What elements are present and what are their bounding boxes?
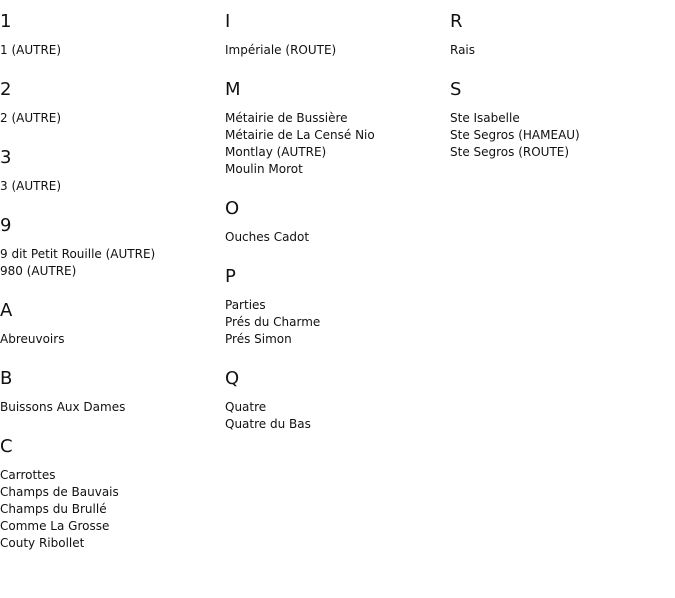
place-entry[interactable]: Buissons Aux Dames [0, 400, 126, 414]
letter-heading: S [450, 79, 462, 100]
index-column [0, 0, 220, 552]
place-entry[interactable]: Champs de Bauvais [0, 485, 119, 499]
letter-heading: A [0, 300, 13, 321]
place-entry[interactable]: Ouches Cadot [225, 230, 310, 244]
entry-list [0, 467, 220, 552]
letter-group [225, 79, 445, 178]
entry-list [450, 42, 670, 59]
place-entry[interactable]: Impériale (ROUTE) [225, 43, 337, 57]
place-entry[interactable]: Ste Isabelle [450, 111, 520, 125]
index-column [225, 0, 445, 433]
place-entry[interactable]: Rais [450, 43, 476, 57]
letter-group [0, 436, 220, 552]
place-entry[interactable]: 9 dit Petit Rouille (AUTRE) [0, 247, 156, 261]
letter-heading: P [225, 266, 236, 287]
entry-list [0, 246, 220, 280]
letter-group [450, 79, 670, 161]
entry-list [225, 110, 445, 178]
letter-heading: B [0, 368, 13, 389]
letter-heading: 3 [0, 147, 12, 168]
entry-list [0, 399, 220, 416]
place-entry[interactable]: Prés du Charme [225, 315, 321, 329]
entry-list [225, 399, 445, 433]
letter-heading: C [0, 436, 13, 457]
place-entry[interactable]: Carrottes [0, 468, 56, 482]
letter-heading: 9 [0, 215, 12, 236]
entry-list [225, 229, 445, 246]
letter-heading: Q [225, 368, 240, 389]
letter-group [0, 215, 220, 280]
entry-list [0, 42, 220, 59]
letter-group [225, 198, 445, 246]
place-entry[interactable]: Montlay (AUTRE) [225, 145, 327, 159]
letter-group [225, 11, 445, 59]
letter-heading: M [225, 79, 241, 100]
letter-group [225, 266, 445, 348]
place-entry[interactable]: Métairie de Bussière [225, 111, 348, 125]
letter-group [0, 300, 220, 348]
letter-group [0, 11, 220, 59]
place-entry[interactable]: 1 (AUTRE) [0, 43, 62, 57]
letter-group [450, 11, 670, 59]
place-entry[interactable]: Quatre du Bas [225, 417, 311, 431]
place-entry[interactable]: Champs du Brullé [0, 502, 107, 516]
place-entry[interactable]: 2 (AUTRE) [0, 111, 62, 125]
entry-list [225, 297, 445, 348]
place-entry[interactable]: Moulin Morot [225, 162, 303, 176]
letter-group [0, 147, 220, 195]
entry-list [0, 178, 220, 195]
place-entry[interactable]: Prés Simon [225, 332, 292, 346]
index-column [450, 0, 670, 161]
place-entry[interactable]: 980 (AUTRE) [0, 264, 77, 278]
letter-heading: I [225, 11, 231, 32]
place-entry[interactable]: Couty Ribollet [0, 536, 85, 550]
place-entry[interactable]: Ste Segros (HAMEAU) [450, 128, 580, 142]
place-entry[interactable]: Métairie de La Censé Nio [225, 128, 375, 142]
letter-heading: 2 [0, 79, 12, 100]
letter-group [0, 368, 220, 416]
entry-list [225, 42, 445, 59]
place-entry[interactable]: Abreuvoirs [0, 332, 65, 346]
entry-list [0, 110, 220, 127]
letter-heading: 1 [0, 11, 12, 32]
entry-list [0, 331, 220, 348]
letter-group [225, 368, 445, 433]
place-entry[interactable]: Quatre [225, 400, 267, 414]
place-entry[interactable]: Comme La Grosse [0, 519, 110, 533]
letter-heading: R [450, 11, 463, 32]
place-entry[interactable]: Ste Segros (ROUTE) [450, 145, 570, 159]
entry-list [450, 110, 670, 161]
place-entry[interactable]: Parties [225, 298, 266, 312]
letter-heading: O [225, 198, 240, 219]
letter-group [0, 79, 220, 127]
place-entry[interactable]: 3 (AUTRE) [0, 179, 62, 193]
